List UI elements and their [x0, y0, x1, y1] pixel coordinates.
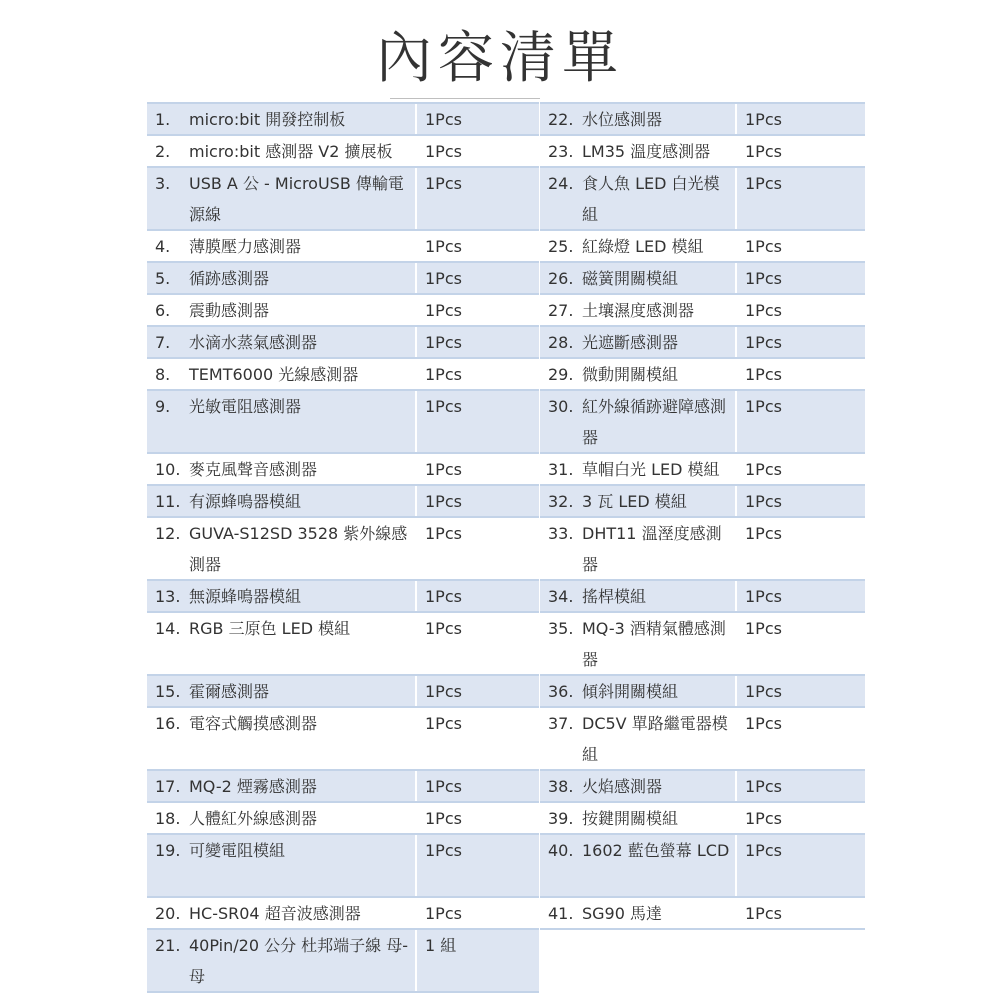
item-number: 9.: [155, 397, 171, 416]
item-quantity: 1Pcs: [425, 492, 462, 511]
item-number: 16.: [155, 714, 181, 733]
item-number: 19.: [155, 841, 181, 860]
item-quantity: 1Pcs: [745, 587, 782, 606]
item-name: 按鍵開關模組: [582, 809, 679, 828]
item-cell: [147, 295, 417, 325]
page-title: 內容清單: [376, 26, 624, 91]
item-name: RGB 三原色 LED 模組: [189, 619, 351, 638]
item-name: 光遮斷感測器: [582, 333, 679, 352]
item-name: 土壤濕度感測器: [582, 301, 695, 320]
item-number: 23.: [548, 142, 574, 161]
item-cell: [147, 263, 417, 293]
table-row: [147, 136, 539, 168]
item-number: 12.: [155, 524, 181, 543]
item-number: 15.: [155, 682, 181, 701]
item-cell: [147, 454, 417, 484]
item-number: 30.: [548, 397, 574, 416]
item-cell: [147, 708, 417, 769]
item-cell: [540, 898, 737, 928]
item-cell: [540, 295, 737, 325]
item-name: GUVA-S12SD 3528 紫外線感測器: [189, 524, 408, 574]
item-cell: [147, 486, 417, 516]
item-quantity: 1Pcs: [425, 397, 462, 416]
table-row: [540, 708, 865, 771]
item-cell: [147, 136, 417, 166]
item-name: 磁簧開關模組: [582, 269, 679, 288]
table-row: [147, 168, 539, 231]
table-row: [147, 454, 539, 486]
table-row: [147, 263, 539, 295]
item-name: 霍爾感測器: [189, 682, 270, 701]
item-number: 25.: [548, 237, 574, 256]
item-cell: [540, 581, 737, 611]
table-row: [540, 104, 865, 136]
table-row: [147, 803, 539, 835]
item-number: 33.: [548, 524, 574, 543]
item-name: 人體紅外線感測器: [189, 809, 318, 828]
item-number: 29.: [548, 365, 574, 384]
item-cell: [540, 359, 737, 389]
item-number: 8.: [155, 365, 171, 384]
item-cell: [147, 676, 417, 706]
contents-table-right: [540, 102, 865, 930]
item-number: 27.: [548, 301, 574, 320]
item-quantity: 1Pcs: [425, 301, 462, 320]
item-name: DHT11 溫溼度感測器: [582, 524, 722, 574]
table-row: [540, 581, 865, 613]
item-number: 11.: [155, 492, 181, 511]
item-number: 37.: [548, 714, 574, 733]
item-cell: [147, 803, 417, 833]
item-name: DC5V 單路繼電器模組: [582, 714, 728, 764]
item-quantity: 1Pcs: [425, 333, 462, 352]
table-row: [147, 581, 539, 613]
item-number: 32.: [548, 492, 574, 511]
table-row: [147, 231, 539, 263]
item-quantity: 1Pcs: [745, 524, 782, 543]
item-quantity: 1Pcs: [745, 777, 782, 796]
item-number: 10.: [155, 460, 181, 479]
item-number: 40.: [548, 841, 574, 860]
item-name: 搖桿模組: [582, 587, 647, 606]
item-name: 水滴水蒸氣感測器: [189, 333, 318, 352]
item-name: 紅外線循跡避障感測器: [582, 397, 727, 447]
table-row: [540, 771, 865, 803]
item-name: 無源蜂鳴器模組: [189, 587, 302, 606]
item-quantity: 1Pcs: [425, 587, 462, 606]
item-name: LM35 溫度感測器: [582, 142, 711, 161]
item-quantity: 1Pcs: [745, 237, 782, 256]
item-cell: [540, 518, 737, 579]
table-row: [540, 454, 865, 486]
item-name: 傾斜開關模組: [582, 682, 679, 701]
item-quantity: 1Pcs: [745, 492, 782, 511]
item-number: 2.: [155, 142, 171, 161]
item-number: 22.: [548, 110, 574, 129]
item-cell: [540, 708, 737, 769]
table-row: [147, 327, 539, 359]
item-quantity: 1Pcs: [745, 682, 782, 701]
item-cell: [540, 263, 737, 293]
table-row: [540, 327, 865, 359]
table-row: [540, 486, 865, 518]
table-row: [540, 231, 865, 263]
item-cell: [540, 835, 737, 896]
item-number: 13.: [155, 587, 181, 606]
table-row: [147, 391, 539, 454]
item-quantity: 1Pcs: [745, 269, 782, 288]
table-row: [540, 263, 865, 295]
item-number: 20.: [155, 904, 181, 923]
item-cell: [147, 581, 417, 611]
item-cell: [147, 168, 417, 229]
item-cell: [540, 104, 737, 134]
table-row: [147, 676, 539, 708]
item-number: 6.: [155, 301, 171, 320]
table-row: [540, 359, 865, 391]
table-row: [147, 486, 539, 518]
table-row: [540, 803, 865, 835]
table-row: [147, 104, 539, 136]
item-number: 21.: [155, 936, 181, 955]
item-name: HC-SR04 超音波感測器: [189, 904, 361, 923]
item-cell: [540, 231, 737, 261]
title-underline: [390, 98, 540, 99]
item-number: 36.: [548, 682, 574, 701]
item-cell: [540, 486, 737, 516]
item-name: 紅綠燈 LED 模組: [582, 237, 704, 256]
item-name: 1602 藍色螢幕 LCD: [582, 841, 730, 860]
item-cell: [540, 327, 737, 357]
item-number: 24.: [548, 174, 574, 193]
item-quantity: 1Pcs: [425, 142, 462, 161]
item-name: 食人魚 LED 白光模組: [582, 174, 720, 224]
table-row: [540, 613, 865, 676]
item-number: 18.: [155, 809, 181, 828]
table-row: [540, 136, 865, 168]
item-quantity: 1Pcs: [425, 269, 462, 288]
item-cell: [540, 136, 737, 166]
item-quantity: 1Pcs: [745, 460, 782, 479]
item-number: 5.: [155, 269, 171, 288]
item-cell: [147, 771, 417, 801]
table-row: [147, 708, 539, 771]
item-quantity: 1Pcs: [745, 809, 782, 828]
item-quantity: 1Pcs: [425, 110, 462, 129]
item-quantity: 1Pcs: [425, 365, 462, 384]
item-cell: [147, 613, 417, 674]
item-quantity: 1Pcs: [425, 714, 462, 733]
item-name: 火焰感測器: [582, 777, 663, 796]
item-name: 循跡感測器: [189, 269, 270, 288]
item-number: 7.: [155, 333, 171, 352]
item-quantity: 1Pcs: [745, 301, 782, 320]
table-row: [147, 771, 539, 803]
item-name: 震動感測器: [189, 301, 270, 320]
item-name: 可變電阻模組: [189, 841, 286, 860]
item-name: 水位感測器: [582, 110, 663, 129]
item-name: 薄膜壓力感測器: [189, 237, 302, 256]
item-cell: [147, 327, 417, 357]
item-cell: [147, 930, 417, 991]
item-name: 電容式觸摸感測器: [189, 714, 318, 733]
item-quantity: 1Pcs: [745, 110, 782, 129]
item-quantity: 1Pcs: [745, 619, 782, 638]
item-quantity: 1 組: [425, 936, 457, 955]
table-row: [540, 676, 865, 708]
item-name: micro:bit 開發控制板: [189, 110, 346, 129]
item-quantity: 1Pcs: [745, 142, 782, 161]
item-name: 有源蜂鳴器模組: [189, 492, 302, 511]
item-cell: [147, 231, 417, 261]
item-quantity: 1Pcs: [745, 333, 782, 352]
item-name: 光敏電阻感測器: [189, 397, 302, 416]
item-number: 31.: [548, 460, 574, 479]
item-cell: [147, 898, 417, 928]
item-number: 41.: [548, 904, 574, 923]
item-cell: [147, 104, 417, 134]
item-name: micro:bit 感測器 V2 擴展板: [189, 142, 393, 161]
item-number: 4.: [155, 237, 171, 256]
item-number: 14.: [155, 619, 181, 638]
item-number: 39.: [548, 809, 574, 828]
item-number: 1.: [155, 110, 171, 129]
item-name: USB A 公 - MicroUSB 傳輸電源線: [189, 174, 404, 224]
item-cell: [540, 771, 737, 801]
item-cell: [147, 359, 417, 389]
item-quantity: 1Pcs: [745, 904, 782, 923]
table-row: [147, 518, 539, 581]
item-cell: [147, 518, 417, 579]
item-name: 40Pin/20 公分 杜邦端子線 母-母: [189, 936, 409, 986]
item-cell: [540, 613, 737, 674]
item-number: 26.: [548, 269, 574, 288]
item-quantity: 1Pcs: [745, 714, 782, 733]
item-number: 35.: [548, 619, 574, 638]
item-number: 3.: [155, 174, 171, 193]
item-quantity: 1Pcs: [425, 841, 462, 860]
table-row: [540, 835, 865, 898]
table-row: [147, 613, 539, 676]
item-quantity: 1Pcs: [745, 397, 782, 416]
table-row: [147, 898, 539, 930]
item-cell: [540, 454, 737, 484]
item-name: 3 瓦 LED 模組: [582, 492, 687, 511]
item-quantity: 1Pcs: [425, 174, 462, 193]
item-cell: [540, 676, 737, 706]
table-row: [540, 295, 865, 327]
item-quantity: 1Pcs: [425, 460, 462, 479]
table-row: [147, 295, 539, 327]
item-name: MQ-2 煙霧感測器: [189, 777, 317, 796]
item-quantity: 1Pcs: [745, 174, 782, 193]
item-name: SG90 馬達: [582, 904, 663, 923]
item-quantity: 1Pcs: [425, 682, 462, 701]
item-quantity: 1Pcs: [425, 524, 462, 543]
item-quantity: 1Pcs: [745, 841, 782, 860]
item-quantity: 1Pcs: [425, 777, 462, 796]
item-quantity: 1Pcs: [425, 904, 462, 923]
table-row: [147, 930, 539, 993]
table-row: [540, 168, 865, 231]
item-cell: [147, 835, 417, 896]
contents-table-left: [147, 102, 539, 993]
item-name: TEMT6000 光線感測器: [189, 365, 359, 384]
item-quantity: 1Pcs: [425, 619, 462, 638]
item-name: 微動開關模組: [582, 365, 679, 384]
item-name: MQ-3 酒精氣體感測器: [582, 619, 726, 669]
table-row: [147, 835, 539, 898]
item-cell: [540, 803, 737, 833]
item-number: 28.: [548, 333, 574, 352]
item-number: 17.: [155, 777, 181, 796]
item-cell: [147, 391, 417, 452]
item-name: 草帽白光 LED 模組: [582, 460, 720, 479]
table-row: [540, 391, 865, 454]
item-number: 38.: [548, 777, 574, 796]
item-number: 34.: [548, 587, 574, 606]
item-cell: [540, 391, 737, 452]
table-row: [147, 359, 539, 391]
item-quantity: 1Pcs: [425, 237, 462, 256]
item-quantity: 1Pcs: [745, 365, 782, 384]
item-cell: [540, 168, 737, 229]
item-name: 麥克風聲音感測器: [189, 460, 318, 479]
table-row: [540, 518, 865, 581]
table-row: [540, 898, 865, 930]
item-quantity: 1Pcs: [425, 809, 462, 828]
